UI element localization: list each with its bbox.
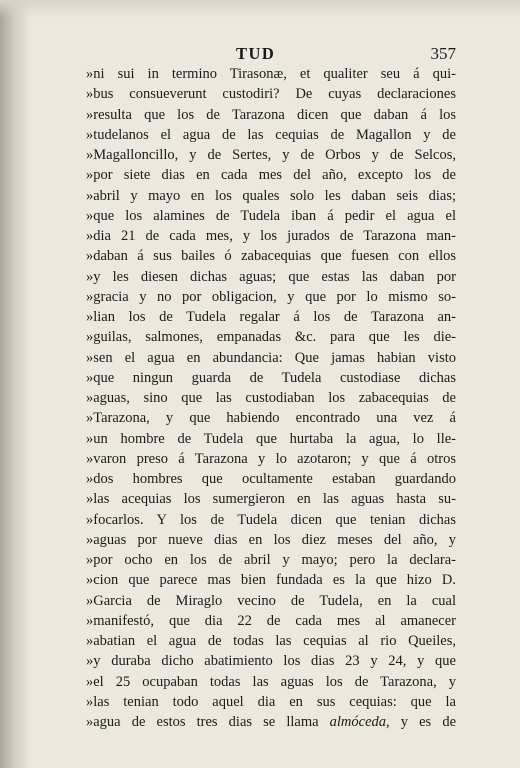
text-line: »focarlos. Y los de Tudela dicen que tenian dichas: [86, 511, 456, 528]
text-line: »el 25 ocupaban todas las aguas los de Tarazona, y: [86, 673, 456, 690]
text-line: »Magalloncillo, y de Sertes, y de Orbos y de Selcos,: [86, 147, 456, 163]
text-line: »daban á sus bailes ó zabacequias que fuesen con ellos: [86, 248, 456, 265]
text-line: »guilas, salmones, empanadas &c. para que les die-: [86, 329, 456, 346]
text-line: »Tarazona, y que habiendo encontrado una vez á: [86, 410, 456, 427]
text-line: »por ocho en los de abril y mayo; pero la declara-: [86, 552, 456, 568]
binding-shadow: [0, 0, 30, 768]
text-line: »dia 21 de cada mes, y los jurados de Tarazona man-: [86, 228, 456, 244]
text-line: »las acequias los sumergieron en las aguas hasta su-: [86, 491, 456, 508]
text-line: »que ningun guarda de Tudela custodiase dichas: [86, 369, 456, 386]
text-line: »abatian el agua de todas las cequias al rio Queiles,: [86, 633, 456, 649]
running-head: TUD: [236, 44, 276, 63]
text-line: »un hombre de Tudela que hurtaba la agua, lo lle-: [86, 430, 456, 447]
text-line: »gracia y no por obligacion, y que por lo mismo so-: [86, 288, 456, 305]
italic-term: almóceda: [329, 714, 387, 730]
text-line: »aguas por nueve dias en los diez meses del año, y: [86, 531, 456, 548]
text-line: »aguas, sino que las custodiaban los zabacequias de: [86, 390, 456, 406]
text-line: »ni sui in termino Tirasonæ, et qualiter seu á qui-: [86, 66, 456, 82]
text-line: »que los alamines de Tudela iban á pedir el agua el: [86, 207, 456, 224]
text-line: »abril y mayo en los quales solo les daban seis dias;: [86, 187, 456, 204]
page-number: 357: [430, 44, 456, 63]
text-line: »las tenian todo aquel dia en sus cequias: que la: [86, 693, 456, 710]
text-line: »y les diesen dichas aguas; que estas las daban por: [86, 268, 456, 285]
text-line: »por siete dias en cada mes del año, excepto los de: [86, 167, 456, 184]
top-edge-shade: [0, 0, 520, 18]
text-line: »tudelanos el agua de las cequias de Magallon y de: [86, 126, 456, 143]
text-line-last: [86, 712, 456, 732]
text-line: »y duraba dicho abatimiento los dias 23 y 24, y que: [86, 653, 456, 670]
text-line: »cion que parece mas bien fundada es la que hizo D.: [86, 572, 456, 589]
text-line: »resulta que los de Tarazona dicen que daban á los: [86, 106, 456, 123]
page-header: [86, 44, 456, 66]
last-line-start: »agua de estos tres dias se llama: [86, 714, 330, 730]
text-line: »lian los de Tudela regalar á los de Tarazona an-: [86, 309, 456, 325]
body-text: [86, 64, 456, 732]
last-line-end: , y es de: [386, 714, 456, 730]
text-line: »Garcia de Miraglo vecino de Tudela, en la cual: [86, 592, 456, 609]
text-line: »dos hombres que ocultamente estaban guardando: [86, 471, 456, 487]
text-line: »bus consueverunt custodiri? De cuyas declaraciones: [86, 86, 456, 103]
text-line: »manifestó, que dia 22 de cada mes al amanecer: [86, 612, 456, 629]
text-line: »varon preso á Tarazona y lo azotaron; y que á otros: [86, 450, 456, 467]
text-line: »sen el agua en abundancia: Que jamas habian visto: [86, 349, 456, 366]
